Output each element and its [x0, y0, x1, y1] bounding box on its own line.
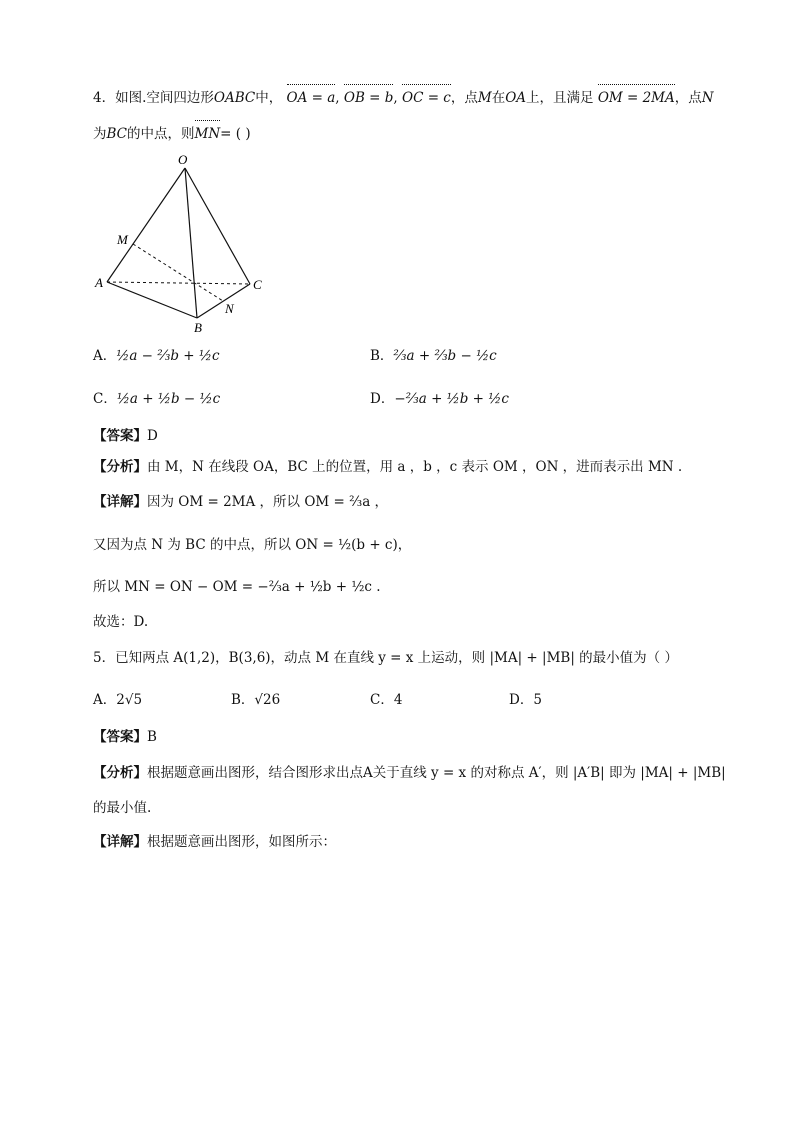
- q5-detail-tag: 【详解】: [93, 834, 147, 850]
- q4-analysis-tag: 【分析】: [93, 459, 147, 475]
- q4-choose: [93, 612, 148, 632]
- q4-stem-line1: 4．如图.空间四边形OABC中， OA = a, OB = b, OC = c，点M在OA上，且满足 OM = 2MA，点N: [93, 82, 714, 108]
- edge-ac-hidden: [107, 282, 250, 284]
- q5-detail-text: 根据题意画出图形，如图所示：: [147, 834, 336, 850]
- q4-stem-line2: [93, 118, 251, 144]
- label-n: N: [225, 301, 234, 316]
- q4-option-d-label: D．: [370, 391, 395, 407]
- q4-answer-value: D: [147, 428, 158, 444]
- q5-option-c: [370, 690, 402, 710]
- q5-option-a-label: A．: [93, 692, 117, 708]
- q5-analysis-tag: 【分析】: [93, 765, 147, 781]
- q4-prefix: 4．如图.空间四边形: [93, 90, 214, 106]
- q4-option-a: [93, 346, 220, 366]
- q5-answer: [93, 727, 157, 747]
- q4-option-d-expr: −⅔a + ½b + ½c: [394, 391, 509, 407]
- q4-choose-text: 故选：D.: [93, 614, 149, 630]
- q4-mid: 中，: [255, 90, 283, 106]
- q4-detail2-text: 又因为点 N 为 BC 的中点，所以 ON = ½(b + c)，: [93, 537, 412, 553]
- q4-ob-eq: OB = b: [344, 82, 394, 108]
- q4-point: ，点: [450, 90, 478, 106]
- q5-analysis1-text: 根据题意画出图形，结合图形求出点A关于直线 y = x 的对称点 A′，则 |A′B| 即为 |MA| + |MB|: [147, 765, 726, 781]
- q4-option-a-expr: ½a − ⅔b + ½c: [116, 348, 220, 364]
- q4-option-c: [93, 389, 220, 409]
- label-b: B: [194, 320, 202, 335]
- q5-answer-value: B: [147, 729, 157, 745]
- q4-option-b: [370, 346, 497, 366]
- label-m: M: [117, 232, 128, 247]
- q5-option-d-label: D．: [509, 692, 534, 708]
- q5-option-a: [93, 690, 142, 710]
- q4-quad-name: OABC: [213, 90, 256, 106]
- q4-end1: ，点: [674, 90, 702, 106]
- q4-option-b-label: B．: [370, 348, 394, 364]
- q5-option-c-value: 4: [393, 692, 403, 708]
- q5-stem: [93, 648, 678, 668]
- q5-option-a-value: 2√5: [116, 692, 143, 708]
- segment-mn: [133, 244, 223, 301]
- q4-option-d: [370, 389, 509, 409]
- edge-oc: [185, 168, 250, 284]
- q4-analysis: [93, 457, 682, 477]
- edge-ab: [107, 282, 197, 318]
- q4-prefix2: 为: [93, 126, 107, 142]
- q4-detail2: [93, 535, 411, 555]
- q4-answer: [93, 426, 158, 446]
- label-o: O: [178, 152, 188, 167]
- q5-option-d-value: 5: [533, 692, 542, 708]
- q4-detail3-text: 所以 MN = ON − OM = −⅔a + ½b + ½c .: [93, 579, 381, 595]
- label-c: C: [253, 277, 262, 292]
- q5-option-d: [509, 690, 542, 710]
- label-a: A: [95, 275, 103, 290]
- q4-answer-tag: 【答案】: [93, 428, 147, 444]
- q5-detail: [93, 832, 336, 852]
- q4-cond: 上，且满足: [526, 90, 594, 106]
- q4-oa-eq: OA = a: [287, 82, 336, 108]
- q5-option-c-label: C．: [370, 692, 394, 708]
- q4-option-c-expr: ½a + ½b − ½c: [116, 391, 221, 407]
- q4-m: M: [477, 90, 492, 106]
- q5-analysis1: [93, 763, 726, 783]
- q5-option-b: [231, 690, 280, 710]
- q4-n: N: [701, 90, 714, 106]
- edge-oa: [107, 168, 185, 282]
- q4-oc-eq: OC = c: [402, 82, 451, 108]
- q4-detail3: [93, 577, 381, 597]
- q4-detail1: [93, 492, 388, 512]
- q5-analysis2: [93, 798, 151, 818]
- q5-answer-tag: 【答案】: [93, 729, 147, 745]
- q4-om-eq: OM = 2MA: [598, 82, 675, 108]
- q4-analysis-text: 由 M，N 在线段 OA，BC 上的位置，用 a ，b ，c 表示 OM ，ON ，进而表示出 MN .: [147, 459, 683, 475]
- q5-stem-text: 5．已知两点 A(1,2)，B(3,6)，动点 M 在直线 y = x 上运动，则 |MA| + |MB| 的最小值为（ ）: [93, 650, 678, 666]
- q5-option-b-value: √26: [254, 692, 281, 708]
- q4-option-c-label: C．: [93, 391, 117, 407]
- q4-on: 在: [491, 90, 506, 106]
- q4-bc: BC: [106, 126, 128, 142]
- q5-analysis2-text: 的最小值.: [93, 800, 152, 816]
- q4-mn: MN: [195, 118, 221, 144]
- q4-mid2: 的中点，则: [127, 126, 195, 142]
- q4-option-a-label: A．: [93, 348, 117, 364]
- edge-ob: [185, 168, 197, 318]
- q4-detail1-text: 因为 OM = 2MA ，所以 OM = ⅔a ，: [147, 494, 389, 510]
- q4-oa: OA: [505, 90, 527, 106]
- tetrahedron-figure: [90, 150, 290, 340]
- q4-end2: = ( ): [220, 126, 251, 142]
- q5-option-b-label: B．: [231, 692, 255, 708]
- q4-detail-tag: 【详解】: [93, 494, 147, 510]
- q4-option-b-expr: ⅔a + ⅔b − ½c: [393, 348, 497, 364]
